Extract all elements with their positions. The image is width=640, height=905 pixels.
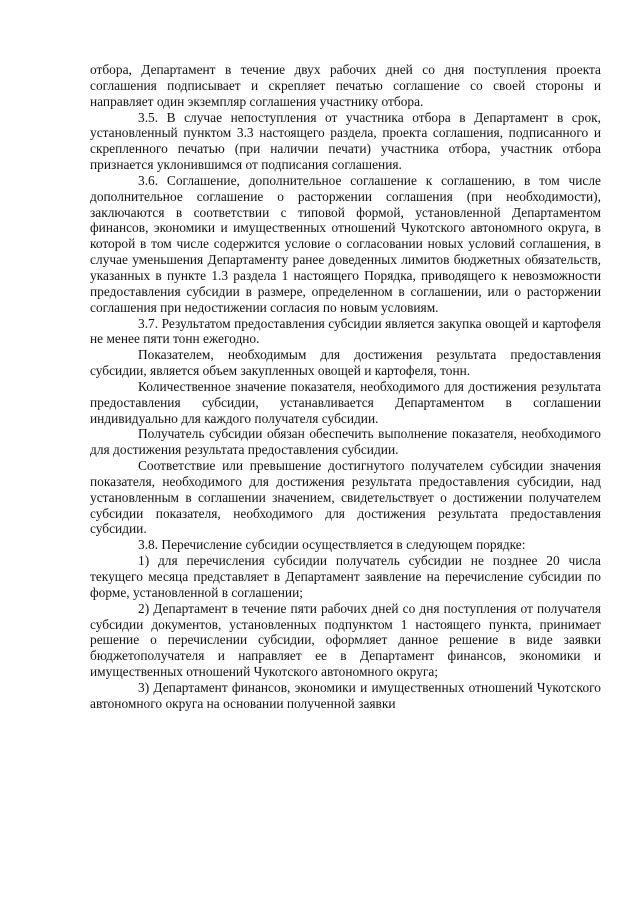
paragraph-3-8-item-1: 1) для перечисления субсидии получатель субсидии не позднее 20 числа текущего месяца представляет в Департамент заявление на перечисление субсидии по форме, установленной в соглашении; [90, 553, 601, 600]
paragraph-3-8-item-2: 2) Департамент в течение пяти рабочих дней со дня поступления от получателя субсидии документов, установленных подпунктом 1 настоящего пункта, принимает решение о перечислении субсидии, оформляет данное решение в виде заявки бюджетополучателя и направляет ее в Департамент финансов, экономики и имущественных отношений Чукотского автономного округа; [90, 600, 601, 680]
paragraph-3-5: 3.5. В случае непоступления от участника отбора в Департамент в срок, установленный пунктом 3.3 настоящего раздела, проекта соглашения, подписанного и скрепленного печатью (при наличии печати) участника отбора, участник отбора признается уклонившимся от подписания соглашения. [90, 109, 601, 173]
paragraph-achievement: Соответствие или превышение достигнутого получателем субсидии значения показателя, необходимого для достижения результата предоставления субсидии, над установленным в соглашении значением, свидетельствует о достижении получателем субсидии показателя, необходимого для достижения результата предоставления субсидии. [90, 458, 601, 537]
paragraph-3-8: 3.8. Перечисление субсидии осуществляется в следующем порядке: [138, 537, 526, 553]
paragraph-3-8-item-3: 3) Департамент финансов, экономики и имущественных отношений Чукотского автономного округа на основании полученной заявки [90, 679, 601, 711]
paragraph-continuation: отбора, Департамент в течение двух рабочих дней со дня поступления проекта соглашения подписывает и скрепляет печатью соглашение со своей стороны и направляет один экземпляр соглашения участнику отбора. [90, 62, 601, 109]
paragraph-indicator: Показателем, необходимым для достижения результата предоставления субсидии, является объем закупленных овощей и картофеля, тонн. [90, 347, 601, 379]
paragraph-recipient-obligation: Получатель субсидии обязан обеспечить выполнение показателя, необходимого для достижения результата предоставления субсидии. [90, 426, 601, 458]
paragraph-3-6: 3.6. Соглашение, дополнительное соглашение к соглашению, в том числе дополнительное соглашение о расторжении соглашения (при необходимости), заключаются в соответствии с типовой формой, установленной Департаментом финансов, экономики и имущественных отношений Чукотского автономного округа, в которой в том числе содержится условие о согласовании новых условий соглашения, в случае уменьшения Департаменту ранее доведенных лимитов бюджетных обязательств, указанных в пункте 1.3 раздела 1 настоящего Порядка, приводящего к невозможности предоставления субсидии в размере, определенном в соглашении, или о расторжении соглашения при недостижении согласия по новым условиям. [90, 172, 601, 315]
paragraph-3-7: 3.7. Результатом предоставления субсидии является закупка овощей и картофеля не менее пяти тонн ежегодно. [90, 315, 601, 347]
document-page [90, 62, 601, 712]
paragraph-indicator-value: Количественное значение показателя, необходимого для достижения результата предоставления субсидии, устанавливается Департаментом в соглашении индивидуально для каждого получателя субсидии. [90, 378, 601, 426]
